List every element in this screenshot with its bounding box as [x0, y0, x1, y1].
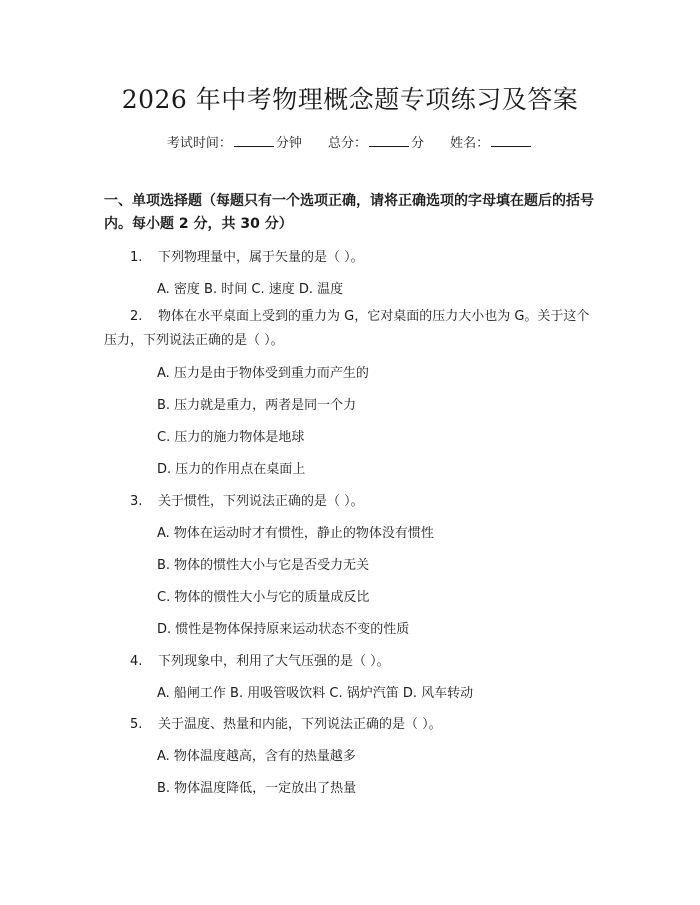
score-unit: 分 [411, 136, 425, 151]
name-blank [491, 134, 531, 147]
time-blank [234, 134, 274, 147]
question-text: 关于温度、热量和内能，下列说法正确的是（ ）。 [158, 717, 442, 732]
question-2 [104, 305, 599, 353]
time-label: 考试时间： [166, 136, 232, 151]
question-text: 下列现象中，利用了大气压强的是（ ）。 [158, 654, 390, 669]
score-field [328, 132, 424, 151]
question-2-option-a: A. 压力是由于物体受到重力而产生的 [157, 366, 369, 381]
question-5-option-a: A. 物体温度越高，含有的热量越多 [157, 749, 356, 764]
question-text: 关于惯性，下列说法正确的是（ ）。 [158, 494, 364, 509]
question-number: 3. [130, 494, 143, 509]
question-2-option-b: B. 压力就是重力，两者是同一个力 [157, 398, 357, 413]
question-1 [130, 246, 364, 265]
question-3 [130, 490, 364, 509]
question-5-option-b: B. 物体温度降低，一定放出了热量 [157, 781, 357, 796]
name-field [450, 132, 533, 151]
time-unit: 分钟 [275, 136, 302, 151]
name-label: 姓名： [450, 136, 490, 151]
question-3-option-a: A. 物体在运动时才有惯性，静止的物体没有惯性 [157, 526, 434, 541]
question-2-option-d: D. 压力的作用点在桌面上 [157, 462, 306, 477]
question-2-option-c: C. 压力的施力物体是地球 [157, 430, 305, 445]
score-label: 总分： [327, 136, 367, 151]
question-number: 1. [130, 250, 143, 265]
score-blank [369, 134, 409, 147]
page-title: 2026 年中考物理概念题专项练习及答案 [121, 85, 579, 114]
question-4 [130, 650, 390, 669]
question-3-option-c: C. 物体的惯性大小与它的质量成反比 [157, 590, 370, 605]
question-3-option-d: D. 惯性是物体保持原来运动状态不变的性质 [157, 622, 410, 637]
question-text: 物体在水平桌面上受到的重力为 G，它对桌面的压力大小也为 G。关于这个压力，下列说法正确的是（ ）。 [104, 309, 590, 348]
section-heading: 一、单项选择题（每题只有一个选项正确，请将正确选项的字母填在题后的括号内。每小题 2 分，共 30 分） [104, 193, 594, 232]
question-3-option-b: B. 物体的惯性大小与它是否受力无关 [157, 558, 370, 573]
question-number: 2. [130, 309, 143, 324]
time-field [167, 132, 302, 151]
question-number: 4. [130, 654, 143, 669]
question-number: 5. [130, 717, 143, 732]
question-4-options: A. 船闸工作 B. 用吸管吸饮料 C. 锅炉汽笛 D. 风车转动 [157, 686, 474, 701]
question-text: 下列物理量中，属于矢量的是（ ）。 [158, 250, 364, 265]
question-1-options: A. 密度 B. 时间 C. 速度 D. 温度 [157, 282, 344, 297]
exam-info-row [0, 132, 700, 151]
question-5 [130, 713, 442, 732]
